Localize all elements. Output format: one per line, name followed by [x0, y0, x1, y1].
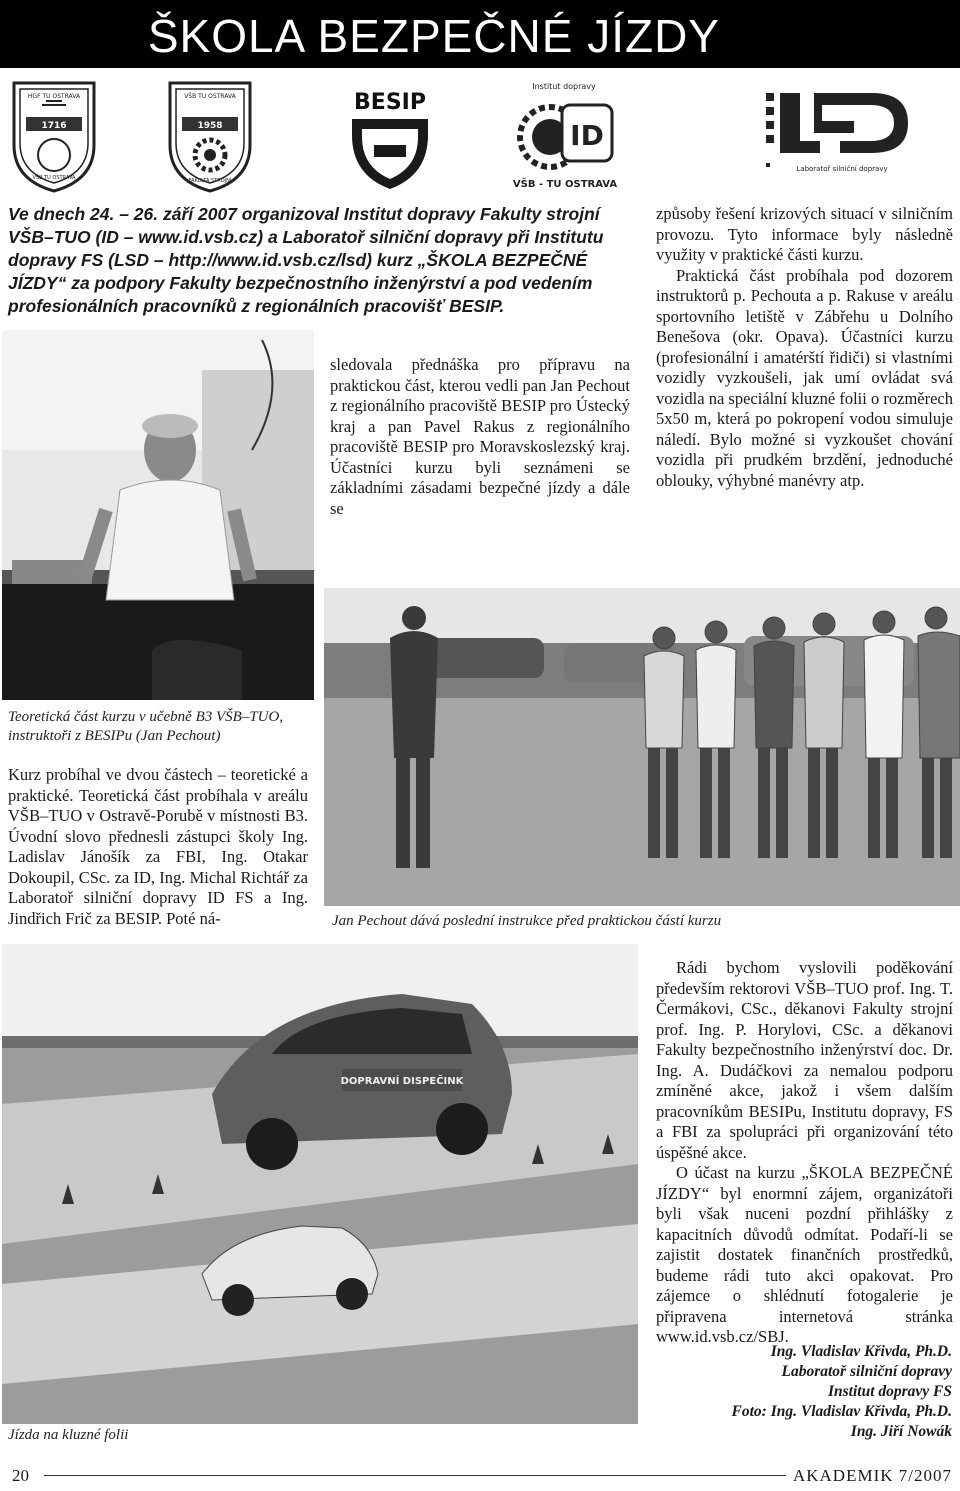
middle-column: sledovala přednáška pro přípravu na praktickou část, kterou vedli pan Jan Pechout z regionálního pracoviště BESIP pro Ústecký kraj a pan Pavel Rakus z regionálního pracoviště BESIP pro Moravskoslezský kraj. Účastníci kurzu byli seznámeni se základními zásadami bezpečné jízdy a dále se — [330, 355, 630, 518]
right-column-top — [656, 204, 953, 491]
signature-line: Ing. Jiří Nowák — [850, 1423, 952, 1440]
lsd-laboratory-logo — [762, 75, 912, 195]
page-title: ŠKOLA BEZPEČNÉ JÍZDY — [147, 10, 720, 62]
badge-right-bottom-text: FAKULTA STROJNÍ — [188, 178, 232, 184]
badge-left-bottom-text: VŠB TU OSTRAVA — [32, 175, 76, 181]
magazine-issue: AKADEMIK 7/2007 — [792, 1466, 952, 1485]
badge-left-year: 1716 — [41, 121, 67, 131]
acknowledgement-paragraph: Rádi bychom vyslovili poděkování především rektorovi VŠB–TUO prof. Ing. T. Čermákovi, CSc., děkanovi Fakulty strojní prof. Ing. P. Horylovi, CSc. a děkanovi Fakulty bezpečnostního inženýrství doc. Dr. Ing. A. Dudáčkovi za nemalou podporu zmíněné akce, jakož i všem dalším pracovníkům BESIPu, Institutu dopravy, FS a FBI za spolupráci při organizování této úspěšné akce. — [656, 958, 953, 1162]
car-on-slippery-foil-photo — [2, 944, 638, 1424]
badge-left-top-text: HGF TU OSTRAVA — [27, 93, 81, 100]
lsd-logo-bottom-text: Laboratoř silniční dopravy — [796, 165, 888, 173]
caption-lecture-photo: Teoretická část kurzu v učebně B3 VŠB–TUO, instruktoři z BESIPu (Jan Pechout) — [8, 709, 284, 744]
lead-paragraph: Ve dnech 24. – 26. září 2007 organizoval Institut dopravy Fakulty strojní VŠB–TUO (ID – www.id.vsb.cz) a Laboratoř silniční dopravy při Institutu dopravy FS (LSD – http://www.id.vsb.cz/lsd) kurz „ŠKOLA BEZPEČNÉ JÍZDY“ za podpory Fakulty bezpečnostního inženýrství a pod vedením profesionálních pracovníků z regionálních pracovišť BESIP. — [8, 204, 604, 316]
id-logo-text: ID — [570, 119, 604, 152]
id-institute-logo — [510, 75, 620, 195]
id-logo-top-text: Institut dopravy — [532, 82, 596, 91]
faculty-badge-logo-left — [4, 75, 104, 195]
signature-line: Institut dopravy FS — [827, 1383, 952, 1400]
page-number: 20 — [12, 1466, 29, 1485]
signature-line: Foto: Ing. Vladislav Křivda, Ph.D. — [731, 1403, 952, 1420]
besip-logo — [330, 75, 450, 195]
author-signature — [652, 1342, 952, 1442]
interest-paragraph: O účast na kurzu „ŠKOLA BEZPEČNÉ JÍZDY“ byl enormní zájem, organizátoři byli však nuceni pozdní přihlášky z kapacitních důvodů odmítat. Podaří-li se zajistit dostatek finančních prostředků, budeme rádi tuto akci opakovat. Pro zájemce o shlédnutí fotogalerie je připravena internetová stránka www.id.vsb.cz/SBJ. — [656, 1163, 953, 1346]
signature-line: Laboratoř silniční dopravy — [781, 1363, 952, 1380]
right-column-top-paragraph-1: způsoby řešení krizových situací v silničním provozu. Tyto informace byly následně využity v praktické části kurzu. — [656, 204, 953, 264]
left-column: Kurz probíhal ve dvou částech – teoretické a praktické. Teoretická část probíhala v areálu VŠB–TUO v Ostravě-Porubě v místnosti B3. Úvodní slovo přednesli zástupci školy Ing. Ladislav Jánošík za FBI, Ing. Otakar Dokoupil, CSc. za ID, Ing. Michal Richtář za Laboratoř silniční dopravy ID FS a Ing. Jindřich Frič za BESIP. Poté ná- — [8, 765, 308, 928]
group-photo — [324, 588, 960, 906]
footer-rule — [44, 1475, 786, 1476]
right-column-bottom — [656, 958, 953, 1348]
car-door-text: DOPRAVNÍ DISPEČINK — [340, 1076, 464, 1087]
lecture-photo — [2, 330, 314, 700]
badge-right-year: 1958 — [197, 121, 223, 131]
signature-line: Ing. Vladislav Křivda, Ph.D. — [770, 1343, 952, 1360]
right-column-top-paragraph-2: Praktická část probíhala pod dozorem instruktorů p. Pechouta a p. Rakuse v areálu sportovního letiště v Zábřehu u Dolního Benešova (okr. Opava). Účastníci kurzu (profesionální i amatérští řidiči) si vlastními vozidly vyzkoušeli, jak umí ovládat svá vozidla na speciální kluzné folii o rozměrech 5x50 m, která po pokropení vodou simuluje náledí. Bylo možné si vyzkoušet chování vozidla při prudkém brzdění, jednoduché oblouky, výhybné manévry atp. — [656, 265, 953, 490]
besip-logo-text: BESIP — [354, 90, 426, 115]
caption-car-photo: Jízda na kluzné folii — [8, 1427, 129, 1443]
caption-group-photo: Jan Pechout dává poslední instrukce před praktickou částí kurzu — [332, 913, 722, 929]
badge-right-top-text: VŠB TU OSTRAVA — [184, 93, 236, 100]
id-logo-bottom-text: VŠB - TU OSTRAVA — [512, 179, 618, 190]
faculty-badge-logo-right — [160, 75, 260, 195]
